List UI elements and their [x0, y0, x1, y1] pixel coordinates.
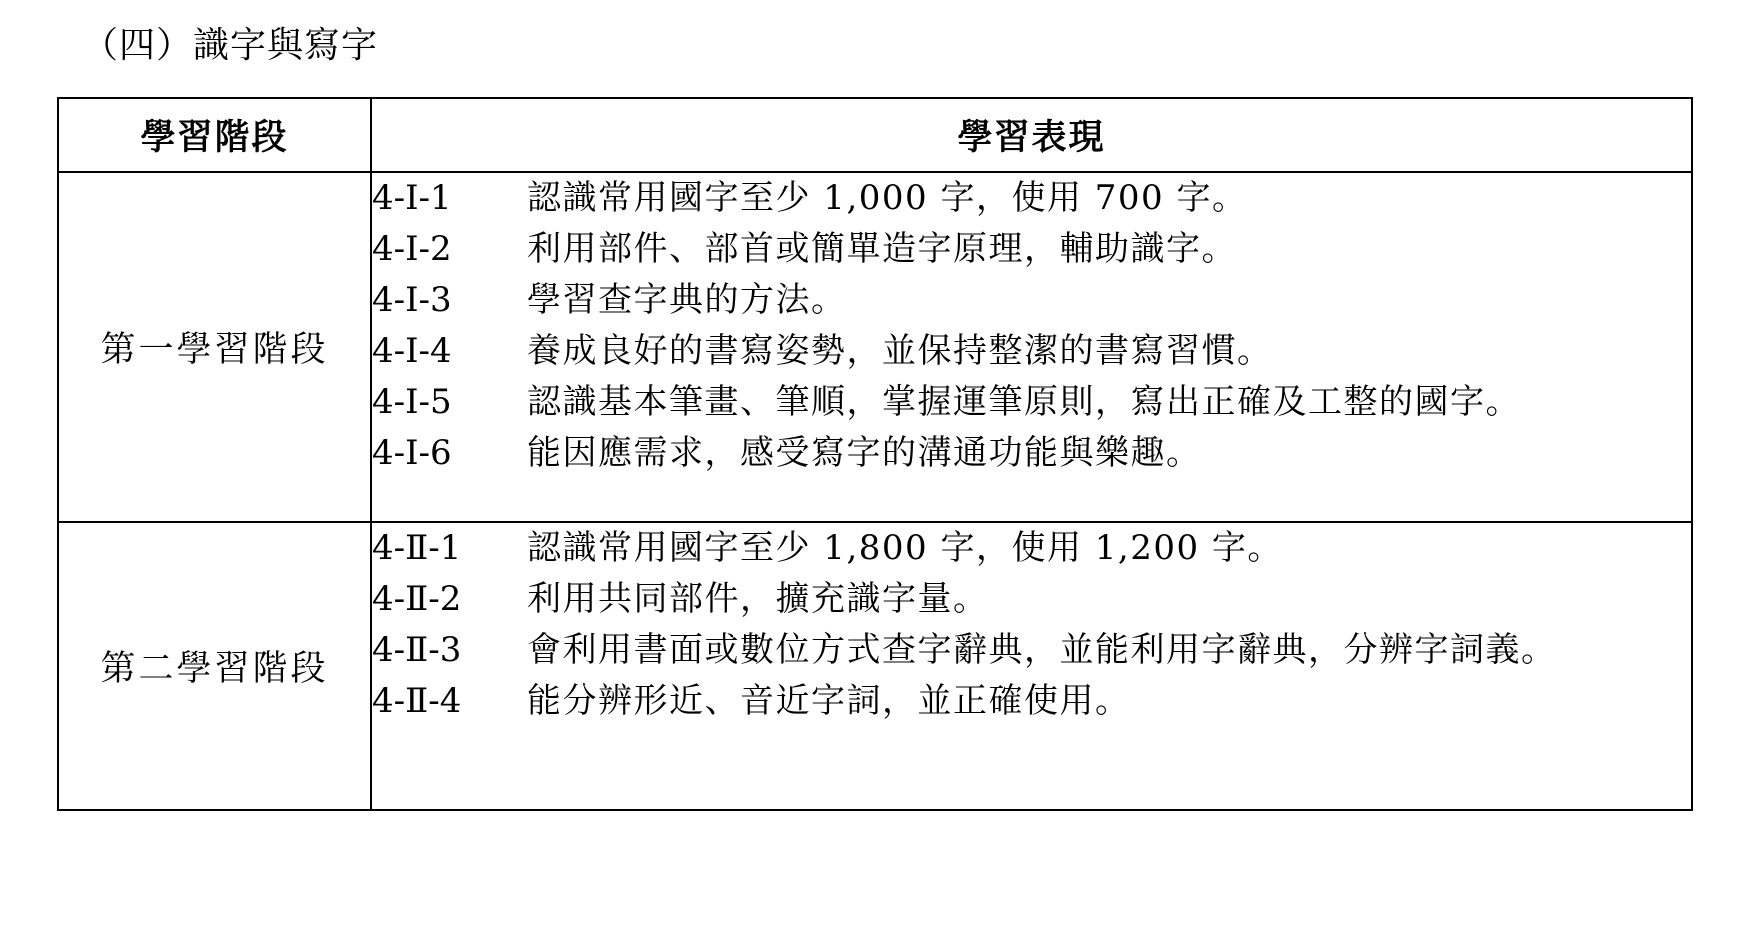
item-text: 利用共同部件，擴充識字量。 — [527, 579, 989, 619]
item-code: 4-Ⅱ-3 — [372, 630, 462, 670]
section-title: （四）識字與寫字 — [82, 25, 379, 66]
item-code: 4-Ⅱ-2 — [372, 579, 462, 619]
table-row — [58, 522, 1692, 810]
item-text: 利用部件、部首或簡單造字原理，輔助識字。 — [527, 229, 1237, 269]
performance-item — [372, 625, 1691, 676]
performance-list — [371, 522, 1692, 810]
performance-item — [372, 676, 1691, 727]
performance-item — [372, 224, 1691, 275]
item-text: 認識常用國字至少 1,000 字，使用 700 字。 — [527, 178, 1248, 218]
performance-item — [372, 173, 1691, 224]
performance-item — [372, 377, 1691, 428]
learning-performance-table — [57, 97, 1693, 811]
item-text: 能分辨形近、音近字詞，並正確使用。 — [527, 681, 1131, 721]
performance-item — [372, 326, 1691, 377]
performance-item — [372, 523, 1691, 574]
item-text: 能因應需求，感受寫字的溝通功能與樂趣。 — [527, 433, 1202, 473]
column-header-performance: 學習表現 — [371, 98, 1692, 172]
performance-item — [372, 574, 1691, 625]
item-text: 學習查字典的方法。 — [527, 280, 847, 320]
item-code: 4-Ⅱ-1 — [372, 528, 462, 568]
stage-label: 第一學習階段 — [58, 172, 371, 522]
table-row — [58, 172, 1692, 522]
performance-list — [371, 172, 1692, 522]
table-header-row — [58, 98, 1692, 172]
item-code: 4-Ⅰ-4 — [372, 331, 452, 371]
item-code: 4-Ⅰ-2 — [372, 229, 452, 269]
item-code: 4-Ⅰ-5 — [372, 382, 452, 422]
item-text: 會利用書面或數位方式查字辭典，並能利用字辭典，分辨字詞義。 — [527, 630, 1557, 670]
item-text: 認識常用國字至少 1,800 字，使用 1,200 字。 — [527, 528, 1283, 568]
stage-label: 第二學習階段 — [58, 522, 371, 810]
performance-item — [372, 428, 1691, 479]
item-text: 認識基本筆畫、筆順，掌握運筆原則，寫出正確及工整的國字。 — [527, 382, 1521, 422]
item-text: 養成良好的書寫姿勢，並保持整潔的書寫習慣。 — [527, 331, 1273, 371]
column-header-stage: 學習階段 — [58, 98, 371, 172]
performance-item — [372, 275, 1691, 326]
item-code: 4-Ⅰ-1 — [372, 178, 452, 218]
item-code: 4-Ⅰ-3 — [372, 280, 452, 320]
item-code: 4-Ⅰ-6 — [372, 433, 452, 473]
item-code: 4-Ⅱ-4 — [372, 681, 462, 721]
